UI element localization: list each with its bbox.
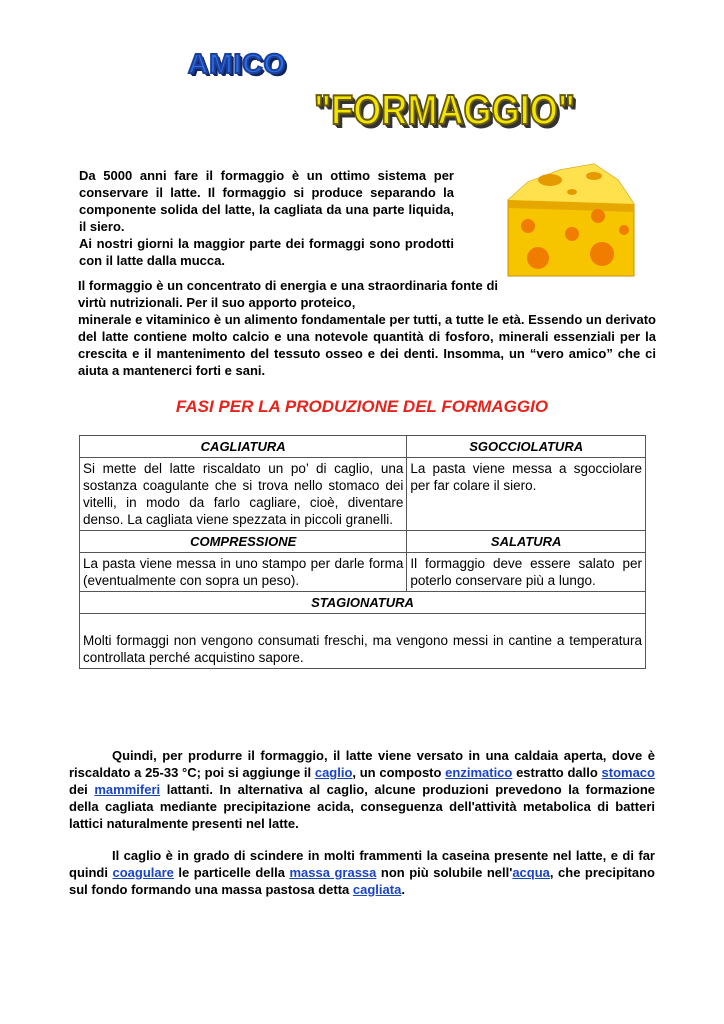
phase-text-stagionatura: Molti formaggi non vengono consumati freschi, ma vengono messi in cantine a temperatura controllata perché acquistino sapore. bbox=[80, 614, 646, 669]
process-text-2: , un composto bbox=[352, 765, 446, 780]
table-row bbox=[80, 458, 646, 531]
phase-header-salatura: SALATURA bbox=[407, 531, 646, 553]
process-text-5: lattanti. In alternativa al caglio, alcune produzioni prevedono la formazione della cagliata mediante precipitazione acida, conseguenza dell'attività metabolica di batteri lattici naturalmente presenti nel latte. bbox=[69, 782, 655, 831]
link-coagulare[interactable]: coagulare bbox=[112, 865, 174, 880]
phase-text-compressione: La pasta viene messa in uno stampo per darle forma (eventualmente con sopra un peso). bbox=[80, 553, 407, 592]
link-acqua[interactable]: acqua bbox=[512, 865, 550, 880]
phase-header-cagliatura: CAGLIATURA bbox=[80, 436, 407, 458]
link-caglio[interactable]: caglio bbox=[314, 765, 353, 780]
link-cagliata[interactable]: cagliata bbox=[352, 882, 402, 897]
process-text-4: dei bbox=[69, 782, 95, 797]
table-row bbox=[80, 436, 646, 458]
intro-text-1: Da 5000 anni fare il formaggio è un ottimo sistema per conservare il latte. Il formaggio si produce separando la componente solida del latte, la cagliata da una parte liquida, il siero. bbox=[79, 168, 454, 234]
process-text-1: Quindi, per produrre il formaggio, il latte viene versato in una caldaia aperta, dove è riscaldato a 25-33 °C; poi si aggiunge il bbox=[69, 748, 655, 780]
energy-text-2: minerale e vitaminico è un alimento fondamentale per tutti, a tutte le età. Essendo un derivato del latte contiene molto calcio e una notevole quantità di fosforo, minerali essenziali per la crescita e il mantenimento del tessuto osseo e dei denti. Insomma, un “vero amico” che ci aiuta a mantenerci forti e sani. bbox=[78, 312, 656, 378]
phase-text-sgocciolatura: La pasta viene messa a sgocciolare per far colare il siero. bbox=[407, 458, 646, 531]
phases-table bbox=[79, 435, 646, 669]
link-massa-grassa[interactable]: massa grassa bbox=[289, 865, 377, 880]
energy-text-1: Il formaggio è un concentrato di energia e una straordinaria fonte di virtù nutrizionali. Per il suo apporto proteico, bbox=[78, 278, 498, 310]
phase-text-cagliatura: Si mette del latte riscaldato un po’ di caglio, una sostanza coagulante che si trova nello stomaco dei vitelli, in modo da farlo cagliare, cioè, diventare denso. La cagliata viene spezzata in piccoli granelli. bbox=[80, 458, 407, 531]
rennet-text-2: le particelle della bbox=[173, 865, 290, 880]
process-text-3: estratto dallo bbox=[512, 765, 602, 780]
energy-paragraph bbox=[78, 277, 656, 379]
rennet-text-1: Il caglio è in grado di scindere in molti frammenti la caseina presente nel latte, e di far quindi bbox=[69, 848, 655, 880]
link-enzimatico[interactable]: enzimatico bbox=[445, 765, 513, 780]
table-row bbox=[80, 531, 646, 553]
phase-header-sgocciolatura: SGOCCIOLATURA bbox=[407, 436, 646, 458]
process-paragraph bbox=[69, 747, 655, 832]
phase-header-compressione: COMPRESSIONE bbox=[80, 531, 407, 553]
table-row bbox=[80, 592, 646, 614]
intro-paragraph bbox=[79, 167, 454, 269]
table-row bbox=[80, 553, 646, 592]
intro-text-2: Ai nostri giorni la maggior parte dei formaggi sono prodotti con il latte dalla mucca. bbox=[79, 236, 454, 268]
cheese-icon bbox=[498, 160, 636, 288]
rennet-text-3: non più solubile nell' bbox=[376, 865, 513, 880]
title-formaggio: "FORMAGGIO" bbox=[314, 86, 575, 133]
rennet-text-5: . bbox=[401, 882, 405, 897]
phases-title: FASI PER LA PRODUZIONE DEL FORMAGGIO bbox=[175, 397, 549, 416]
phase-text-salatura: Il formaggio deve essere salato per poterlo conservare più a lungo. bbox=[407, 553, 646, 592]
phase-header-stagionatura: STAGIONATURA bbox=[80, 592, 646, 614]
rennet-text-4: , che precipitano sul fondo formando una massa pastosa detta bbox=[69, 865, 655, 897]
rennet-paragraph bbox=[69, 847, 655, 898]
link-stomaco[interactable]: stomaco bbox=[601, 765, 655, 780]
table-row bbox=[80, 614, 646, 669]
title-amico: AMICO bbox=[188, 48, 287, 79]
link-mammiferi[interactable]: mammiferi bbox=[94, 782, 161, 797]
